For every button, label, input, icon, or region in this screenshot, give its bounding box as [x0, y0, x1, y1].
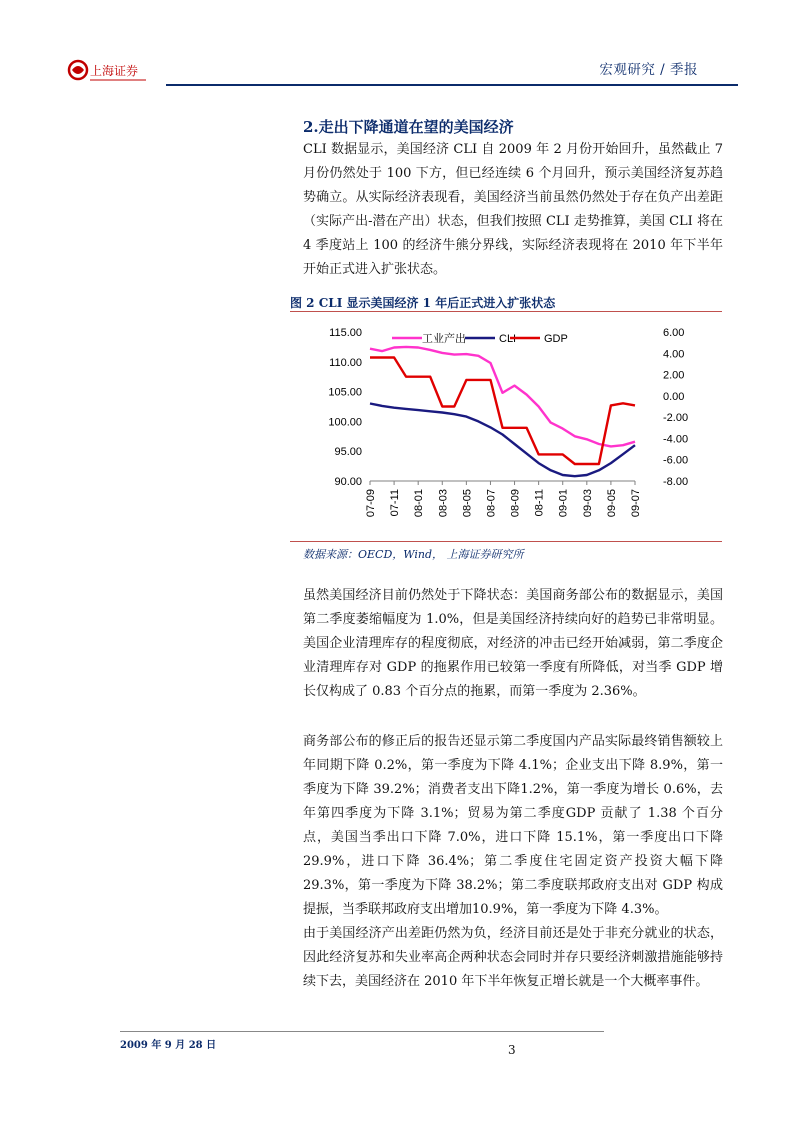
right-axis-tick-label: 6.00 — [663, 327, 685, 339]
right-axis-tick-label: -6.00 — [663, 454, 689, 467]
header-rule — [166, 84, 738, 86]
x-axis-tick-label: 08-09 — [509, 489, 522, 518]
x-axis-tick-label: 08-07 — [485, 489, 498, 518]
page-number: 3 — [508, 1043, 516, 1057]
legend-label: 工业产出 — [422, 333, 466, 345]
x-axis-tick-label: 07-11 — [389, 489, 402, 517]
left-axis-tick-label: 100.00 — [328, 416, 362, 429]
left-axis-tick-label: 90.00 — [334, 476, 362, 488]
legend-label: GDP — [544, 333, 568, 345]
left-axis-tick-label: 105.00 — [328, 386, 362, 399]
right-axis-tick-label: -8.00 — [663, 476, 689, 488]
cli-chart — [300, 316, 710, 536]
figure-source: 数据来源：OECD，Wind， 上海证券研究所 — [303, 548, 524, 561]
x-axis-tick-label: 08-01 — [413, 489, 426, 518]
figure-caption: 图 2 CLI 显示美国经济 1 年后正式进入扩张状态 — [290, 296, 556, 310]
x-axis-tick-label: 08-03 — [437, 489, 450, 518]
left-axis-tick-label: 110.00 — [329, 356, 362, 369]
footer-date: 2009 年 9 月 28 日 — [120, 1040, 217, 1051]
figure-rule-bottom — [290, 541, 722, 542]
right-axis-tick-label: 4.00 — [663, 348, 685, 361]
x-axis-tick-label: 08-11 — [533, 489, 546, 517]
paragraph-outlook: 由于美国经济产出差距仍然为负，经济目前还是处于非充分就业的状态，因此经济复苏和失业率高企两种状态会同时并存只要经济刺激措施能够持续下去，美国经济在 2010 年下半年恢复正增长就是一个大概率事件。 — [303, 926, 723, 989]
x-axis-tick-label: 09-03 — [581, 489, 594, 518]
series-line-2 — [370, 404, 635, 477]
figure-rule-top — [290, 311, 722, 312]
series-line-3 — [370, 358, 635, 465]
company-logo — [66, 56, 150, 84]
x-axis-tick-label: 09-07 — [630, 489, 642, 518]
paragraph-cli: CLI 数据显示，美国经济 CLI 自 2009 年 2 月份开始回升，虽然截止 7 月份仍然处于 100 下方，但已经连续 6 个月回升，预示美国经济复苏趋势确立。从实际经济表现看，美国经济当前虽然仍然处于存在负产出差距（实际产出-潜在产出）状态，但我们按照 CLI 走势推算，美国 CLI 将在 4 季度站上 100 的经济牛熊分界线，实际经济表现将在 2010 年下半年开始正式进入扩张状态。 — [303, 142, 723, 277]
logo-text: 上海证券 — [90, 64, 139, 78]
left-axis-tick-label: 115.00 — [329, 327, 362, 339]
right-axis-tick-label: -2.00 — [663, 412, 689, 425]
header-category: 宏观研究 / 季报 — [599, 62, 698, 78]
footer-rule — [120, 1031, 604, 1032]
paragraph-us-decline: 虽然美国经济目前仍然处于下降状态：美国商务部公布的数据显示，美国第二季度萎缩幅度为 1.0%，但是美国经济持续向好的趋势已非常明显。美国企业清理库存的程度彻底，对经济的冲击已经开始减弱，第二季度企业清理库存对 GDP 的拖累作用已较第一季度有所降低，对当季 GDP 增长仅构成了 0.83 个百分点的拖累，而第一季度为 2.36%。 — [303, 588, 723, 699]
legend-label: CLI — [499, 333, 517, 345]
series-line-1 — [370, 347, 635, 447]
section-title: 2.走出下降通道在望的美国经济 — [303, 118, 514, 136]
right-axis-tick-label: 0.00 — [663, 390, 685, 403]
x-axis-tick-label: 08-05 — [461, 489, 474, 518]
x-axis-tick-label: 07-09 — [365, 489, 377, 518]
right-axis-tick-label: 2.00 — [663, 369, 685, 382]
left-axis-tick-label: 95.00 — [334, 446, 362, 459]
right-axis-tick-label: -4.00 — [663, 433, 689, 446]
x-axis-tick-label: 09-01 — [557, 489, 570, 518]
x-axis-tick-label: 09-05 — [605, 489, 618, 518]
paragraph-commerce-report: 商务部公布的修正后的报告还显示第二季度国内产品实际最终销售额较上年同期下降 0.2%，第一季度为下降 4.1%；企业支出下降 8.9%，第一季度为下降 39.2%；消费者支出下降1.2%，第一季度为增长 0.6%，去年第四季度为下降 3.1%；贸易为第二季度GDP 贡献了 1.38 个百分点，美国当季出口下降 7.0%，进口下降 15.1%，第一季度出口下降 29.9%，进口下降 36.4%；第二季度住宅固定资产投资大幅下降 29.3%，第一季度为下降 38.2%；第二季度联邦政府支出对 GDP 构成提振，当季联邦政府支出增加10.9%，第一季度为下降 4.3%。 — [303, 734, 723, 917]
